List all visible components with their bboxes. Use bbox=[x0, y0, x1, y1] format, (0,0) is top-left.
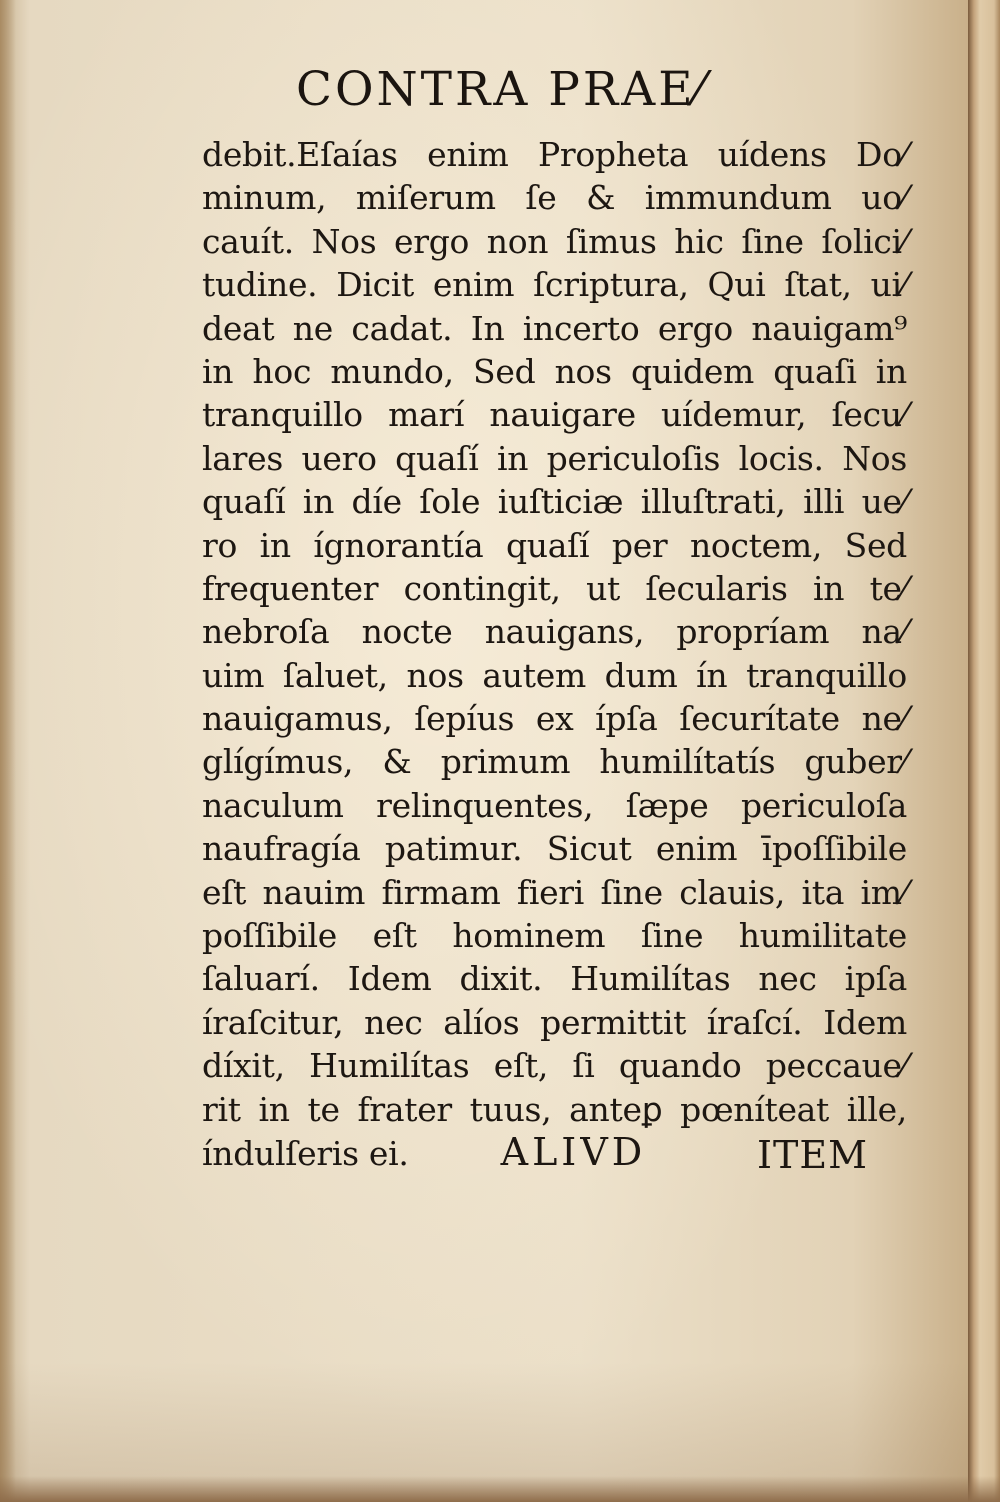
final-line-text: índulſeris ei. bbox=[202, 1133, 409, 1173]
text-line: glígímus, & primum humilítatís guber⁄ bbox=[202, 742, 907, 782]
text-line: tudine. Dicit enim ſcriptura, Qui ſtat, ui⁄ bbox=[202, 265, 907, 305]
next-page-edge bbox=[968, 0, 1000, 1502]
text-line: díxit, Humilítas eſt, ſi quando peccaue⁄ bbox=[202, 1046, 907, 1086]
page-bottom-edge bbox=[0, 1476, 1000, 1502]
text-line: naufragía patimur. Sicut enim īpoſſibile bbox=[202, 829, 907, 869]
text-line: in hoc mundo, Sed nos quidem quaſi in bbox=[202, 351, 907, 391]
text-line: deat ne cadat. In incerto ergo nauigam⁹ bbox=[202, 308, 907, 348]
running-head: CONTRA PRAE⁄ bbox=[296, 62, 707, 117]
text-line: debit.Eſaías enim Propheta uídens Do⁄ bbox=[202, 135, 907, 174]
text-line: tranquillo marí nauigare uídemur, ſecu⁄ bbox=[202, 395, 907, 435]
text-line: lares uero quaſí in periculoſis locis. Nos bbox=[202, 438, 907, 478]
text-line: frequenter contingit, ut ſecularis in te⁄ bbox=[202, 568, 907, 608]
text-line: ſaluarí. Idem dixit. Humilítas nec ipſa bbox=[202, 959, 907, 999]
text-line: quaſí in díe ſole iuſticiæ illuſtrati, illi ue⁄ bbox=[202, 482, 907, 522]
text-line: rit in te frater tuus, anteꝑ pœníteat ille, bbox=[202, 1089, 907, 1129]
text-line: nebroſa nocte nauigans, propríam na⁄ bbox=[202, 612, 907, 652]
text-line: íraſcitur, nec alíos permittit íraſcí. Idem bbox=[202, 1002, 907, 1042]
text-line: uim ſaluet, nos autem dum ín tranquillo bbox=[202, 655, 907, 695]
text-line: nauigamus, ſepíus ex ípſa ſecurítate ne⁄ bbox=[202, 699, 907, 739]
text-line: minum, miſerum ſe & immundum uo⁄ bbox=[202, 178, 907, 218]
text-line: poſſibile eſt hominem ſine humilitate bbox=[202, 916, 907, 956]
catchword: ITEM bbox=[757, 1133, 869, 1177]
text-line: cauít. Nos ergo non ſimus hic ſine ſolici⁄ bbox=[202, 221, 907, 261]
gutter-shadow bbox=[0, 0, 16, 1502]
text-line: ro in ígnorantía quaſí per noctem, Sed bbox=[202, 525, 907, 565]
section-heading: ALIVD bbox=[500, 1129, 647, 1174]
text-line: eſt nauim firmam fieri ſine clauis, ita im⁄ bbox=[202, 872, 907, 912]
text-line: naculum relinquentes, ſæpe periculoſa bbox=[202, 785, 907, 825]
body-text bbox=[202, 133, 907, 1174]
